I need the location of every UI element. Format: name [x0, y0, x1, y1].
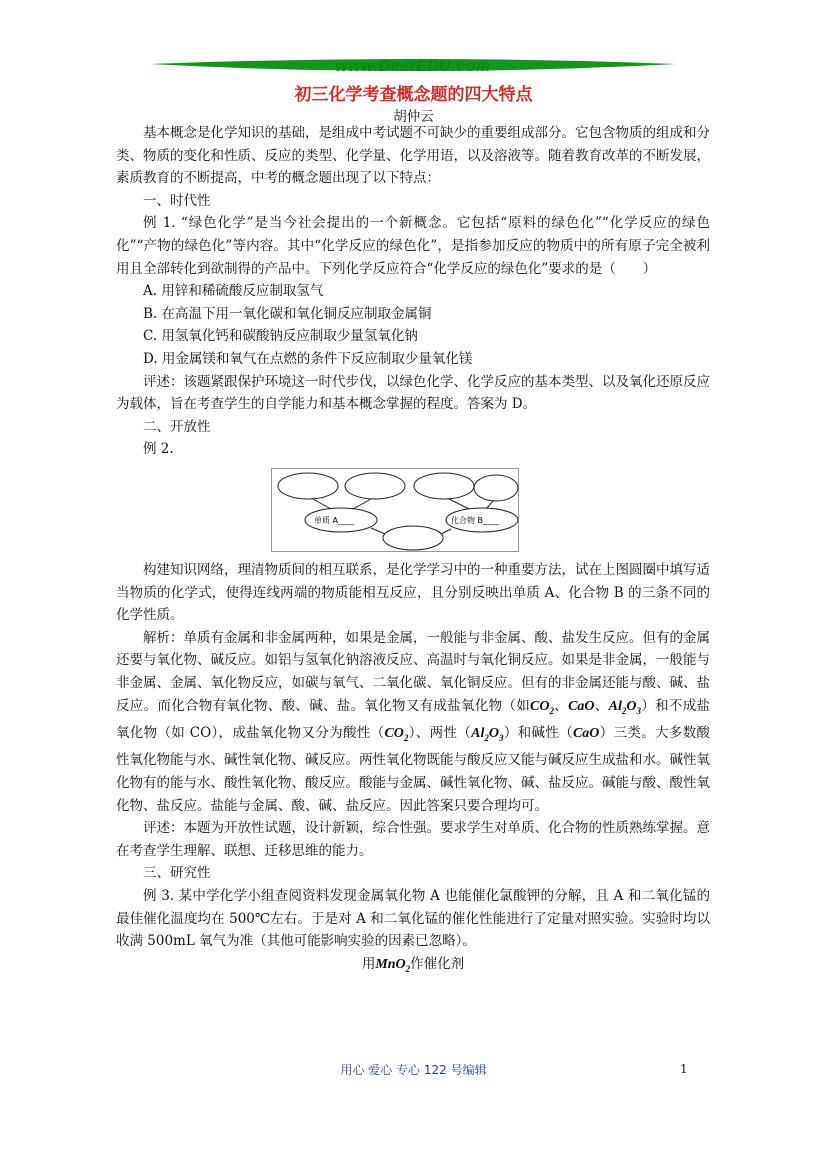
option-b: B. 在高温下用一氧化碳和氧化铜反应制取金属铜 [143, 305, 432, 322]
formula-cao: CaO [568, 698, 595, 714]
section-heading-2: 二、开放性 [143, 418, 211, 435]
section-bottom [116, 559, 710, 980]
option-d: D. 用金属镁和氧气在点燃的条件下反应制取少量氧化镁 [143, 350, 473, 367]
formula-cao-basic: CaO [572, 725, 600, 741]
section-heading-1: 一、时代性 [143, 192, 211, 209]
option-c: C. 用氢氧化钙和碳酸钠反应制取少量氢氧化钠 [143, 328, 418, 345]
site-url: www.DearEDU.com [335, 58, 491, 75]
page-number: 1 [680, 1062, 688, 1076]
example-2-label: 例 2. [143, 441, 174, 458]
comment-1: 评述：该题紧跟保护环境这一时代步伐，以绿色化学、化学反应的基本类型、以及氧化还原反应为载体，旨在考查学生的自学能力和基本概念掌握的程度。答案为 D。 [116, 373, 710, 413]
diagram-label-right: 化合物 B____ [451, 516, 500, 525]
example-2-text: 构建知识网络，理清物质间的相互联系，是化学学习中的一种重要方法，试在上图圆圈中填写适当物质的化学式，使得连线两端的物质能相互反应，且分别反映出单质 A、化合物 B 的三条不同的化学性质。 [116, 562, 710, 624]
formula-al2o3: $Al_2O_3$ [608, 698, 642, 716]
section-top [116, 122, 710, 461]
diagram-label-left: 单质 A____ [314, 516, 355, 525]
comment-2: 评述：本题为开放性试题，设计新颖，综合性强。要求学生对单质、化合物的性质熟练掌握。意在考查学生理解、联想、迁移思维的能力。 [116, 820, 710, 859]
formula-al2o3-amphoteric: $Al_2O_3$ [471, 725, 504, 743]
formula-co2: $CO_2$ [530, 698, 554, 716]
analysis-paragraph: 解析：单质有金属和非金属两种，如果是金属，一般能与非金属、酸、盐发生反应。但有的金属还要与氧化物、碱反应。如铝与氢氧化钠溶液反应、高温时与氧化铜反应。如果是非金属，一般能与非金属、金属、氧化物反应，如碳与氧气、二氧化碳、氧化铜反应。但有的非金属还能与酸、碱、盐反应。而化合物有氧化物、酸、碱、盐。氧化物又有成盐氧化物（如$CO_2$、CaO、$Al_2O_3$）和不成盐氧化物（如 CO），成盐氧化物又分为酸性$(CO_2)$、两性$(Al_2O_3)$和碱性（CaO）三类。大多数酸性氧化物能与水、碱性氧化物、碱反应。两性氧化物既能与酸反应又能与碱反应生成盐和水。碱性氧化物有的能与水、酸性氧化物、酸反应。酸能与金属、碱性氧化物、碱、盐反应。碱能与酸、酸性氧化物、盐反应。盐能与金属、酸、碱、盐反应。因此答案只要合理均可。 [116, 629, 711, 814]
option-a: A. 用锌和稀硫酸反应制取氢气 [143, 283, 324, 300]
author-name: 胡仲云 [393, 109, 434, 125]
intro-paragraph: 基本概念是化学知识的基础，是组成中考试题不可缺少的重要组成部分。它包含物质的组成和分类、物质的变化和性质、反应的类型、化学量、化学用语，以及溶液等。随着教育改革的不断发展，素质教育的不断提高，中考的概念题出现了以下特点： [116, 125, 710, 187]
knowledge-network-diagram [271, 468, 519, 552]
table-caption: 用MnO$_2$作催化剂 [361, 955, 465, 974]
example-3: 例 3. 某中学化学小组查阅资料发现金属氧化物 A 也能催化氯酸钾的分解，且 A 和二氧化锰的最佳催化温度均在 500℃左右。于是对 A 和二氧化锰的催化性能进行了定量对照实验。实验时均以收满 500mL 氧气为准（其他可能影响实验的因素已忽略）。 [116, 887, 710, 950]
section-heading-3: 三、研究性 [143, 865, 211, 882]
example-1: 例 1. “绿色化学”是当今社会提出的一个新概念。它包括“原料的绿色化”“化学反应的绿色化”“产物的绿色化”等内容。其中“化学反应的绿色化”，是指参加反应的物质中的所有原子完全被利用且全部转化到欲制得的产品中。下列化学反应符合“化学反应的绿色化”要求的是（ ） [116, 215, 710, 277]
document-title: 初三化学考查概念题的四大特点 [294, 85, 533, 104]
page-footer: 用心 爱心 专心 122 号编辑 [340, 1063, 487, 1077]
formula-co2-acidic: $CO_2$ [384, 725, 409, 743]
